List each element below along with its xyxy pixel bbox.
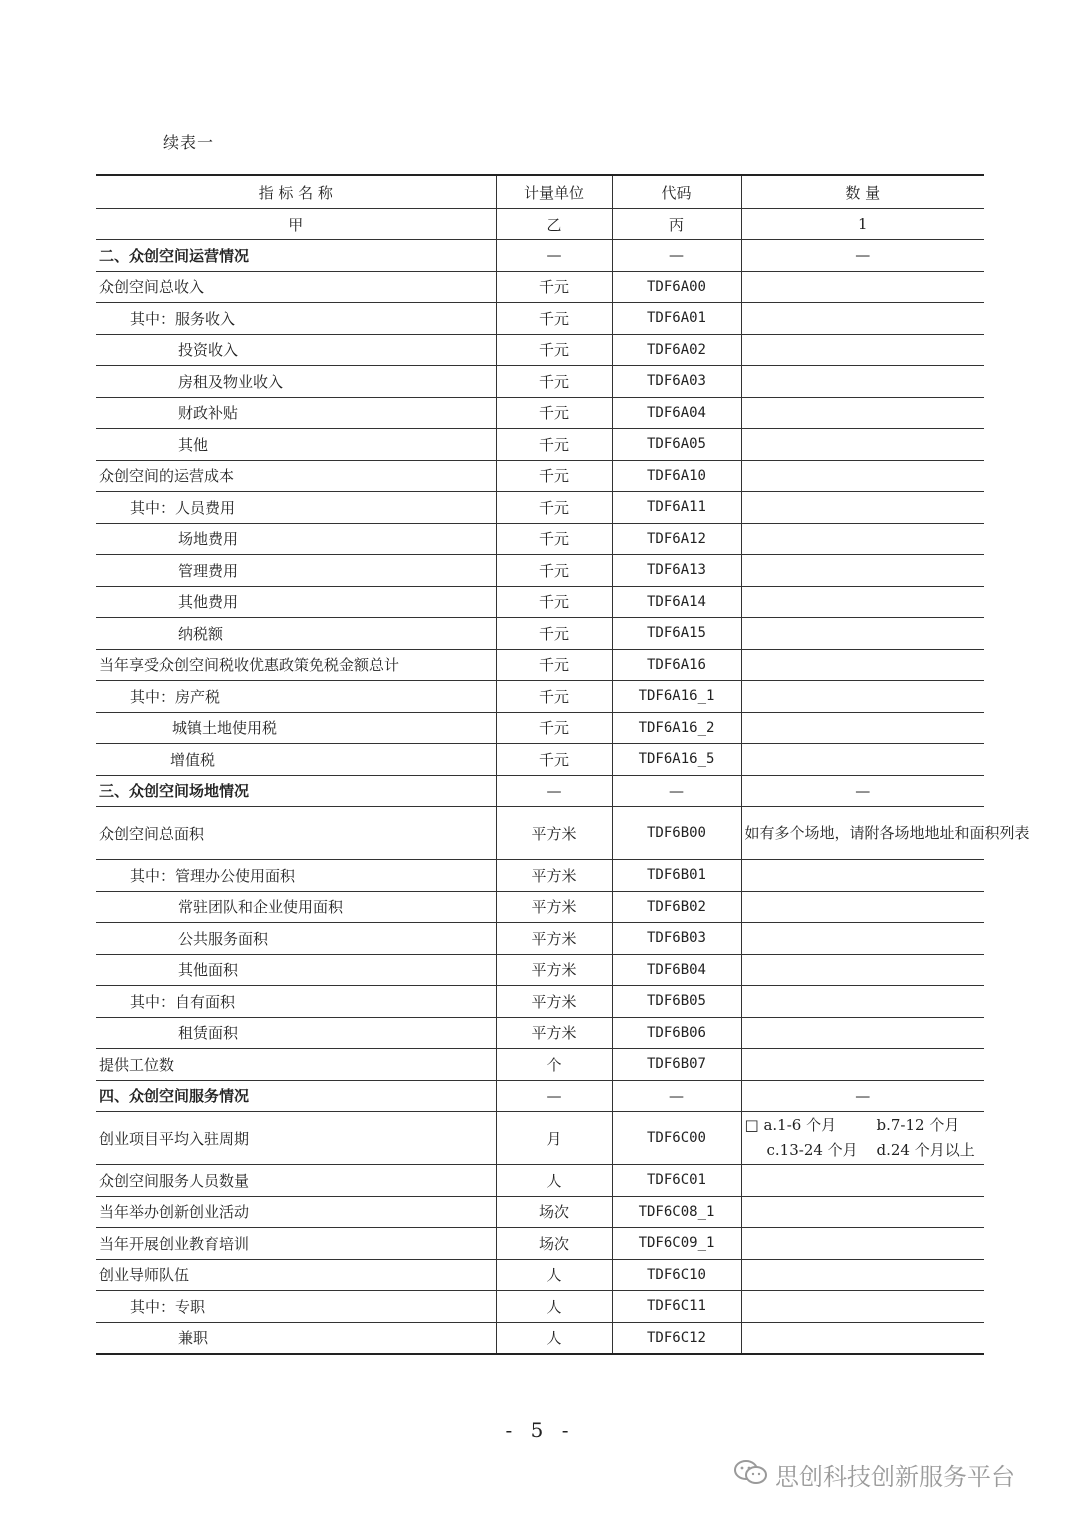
period-option: □ a.1-6 个月 [744, 1116, 837, 1134]
table-row [96, 986, 984, 1018]
table-row [96, 555, 984, 587]
code-cell: — [612, 1080, 741, 1112]
unit-cell: 千元 [496, 618, 612, 650]
indicator-name: 其他 [96, 429, 496, 461]
quantity-cell [741, 460, 984, 492]
unit-cell: 平方米 [496, 923, 612, 955]
code-cell: TDF6C00 [612, 1112, 741, 1165]
code-cell: TDF6B06 [612, 1017, 741, 1049]
table-row [96, 271, 984, 303]
quantity-cell [741, 1165, 984, 1197]
indicator-name: 其中：自有面积 [96, 986, 496, 1018]
quantity-cell [741, 1259, 984, 1291]
table-row [96, 860, 984, 892]
unit-cell: 千元 [496, 334, 612, 366]
table-row [96, 523, 984, 555]
indicator-name: 公共服务面积 [96, 923, 496, 955]
period-option: d.24 个月以上 [876, 1141, 975, 1159]
statistics-table [96, 174, 1030, 1355]
quantity-cell [741, 923, 984, 955]
table-row [96, 744, 984, 776]
indicator-name: 众创空间总面积 [96, 807, 496, 860]
unit-cell: 平方米 [496, 891, 612, 923]
subheader-jia: 甲 [96, 209, 496, 240]
indicator-name: 财政补贴 [96, 397, 496, 429]
code-cell: TDF6A03 [612, 366, 741, 398]
code-cell: TDF6A16_1 [612, 681, 741, 713]
quantity-cell [741, 860, 984, 892]
indicator-name: 众创空间服务人员数量 [96, 1165, 496, 1197]
subheader-row [96, 209, 984, 240]
quantity-cell [741, 271, 984, 303]
header-unit: 计量单位 [496, 175, 612, 209]
period-option: c.13-24 个月 [766, 1141, 858, 1159]
indicator-name: 四、众创空间服务情况 [96, 1080, 496, 1112]
code-cell: TDF6C08_1 [612, 1196, 741, 1228]
code-cell: TDF6A16 [612, 649, 741, 681]
indicator-name: 其中：人员费用 [96, 492, 496, 524]
code-cell: TDF6B07 [612, 1049, 741, 1081]
table-row [96, 303, 984, 335]
quantity-cell [741, 1228, 984, 1260]
quantity-cell [741, 366, 984, 398]
table-row [96, 1291, 984, 1323]
page-number: - 5 - [505, 1418, 575, 1442]
table-row [96, 1259, 984, 1291]
unit-cell: 人 [496, 1322, 612, 1354]
table-row [96, 681, 984, 713]
code-cell: TDF6A10 [612, 460, 741, 492]
unit-cell: 平方米 [496, 807, 612, 860]
quantity-cell [741, 1196, 984, 1228]
table-row [96, 923, 984, 955]
code-cell: TDF6B00 [612, 807, 741, 860]
unit-cell: 人 [496, 1165, 612, 1197]
unit-cell: 千元 [496, 649, 612, 681]
unit-cell: 千元 [496, 366, 612, 398]
table-row [96, 807, 984, 860]
table-row [96, 891, 984, 923]
unit-cell: 人 [496, 1259, 612, 1291]
unit-cell: 千元 [496, 586, 612, 618]
code-cell: TDF6C09_1 [612, 1228, 741, 1260]
quantity-cell [741, 1322, 984, 1354]
indicator-name: 当年举办创新创业活动 [96, 1196, 496, 1228]
unit-cell: 千元 [496, 681, 612, 713]
indicator-name: 其他费用 [96, 586, 496, 618]
indicator-name: 场地费用 [96, 523, 496, 555]
indicator-name: 三、众创空间场地情况 [96, 775, 496, 807]
unit-cell: 场次 [496, 1196, 612, 1228]
indicator-name: 创业项目平均入驻周期 [96, 1112, 496, 1165]
unit-cell: 场次 [496, 1228, 612, 1260]
quantity-cell [741, 492, 984, 524]
table-row [96, 1049, 984, 1081]
quantity-cell [741, 986, 984, 1018]
code-cell: TDF6A04 [612, 397, 741, 429]
unit-cell: 千元 [496, 429, 612, 461]
subheader-bing: 丙 [612, 209, 741, 240]
unit-cell: 千元 [496, 492, 612, 524]
code-cell: TDF6A14 [612, 586, 741, 618]
indicator-name: 其中：服务收入 [96, 303, 496, 335]
quantity-cell [741, 429, 984, 461]
code-cell: — [612, 775, 741, 807]
table-row [96, 1112, 984, 1165]
code-cell: TDF6A16_2 [612, 712, 741, 744]
table-row [96, 397, 984, 429]
code-cell: TDF6C12 [612, 1322, 741, 1354]
unit-cell: — [496, 240, 612, 272]
unit-cell: 平方米 [496, 986, 612, 1018]
indicator-name: 提供工位数 [96, 1049, 496, 1081]
unit-cell: 平方米 [496, 954, 612, 986]
indicator-name: 常驻团队和企业使用面积 [96, 891, 496, 923]
table-row [96, 1228, 984, 1260]
indicator-name: 租赁面积 [96, 1017, 496, 1049]
quantity-cell [741, 1017, 984, 1049]
header-row [96, 175, 984, 209]
table-row [96, 586, 984, 618]
unit-cell: — [496, 1080, 612, 1112]
code-cell: TDF6B01 [612, 860, 741, 892]
quantity-cell [741, 586, 984, 618]
code-cell: TDF6B03 [612, 923, 741, 955]
indicator-name: 其中：管理办公使用面积 [96, 860, 496, 892]
code-cell: TDF6A02 [612, 334, 741, 366]
code-cell: TDF6B04 [612, 954, 741, 986]
indicator-name: 城镇土地使用税 [96, 712, 496, 744]
indicator-name: 众创空间总收入 [96, 271, 496, 303]
unit-cell: — [496, 775, 612, 807]
table-row [96, 429, 984, 461]
unit-cell: 千元 [496, 460, 612, 492]
quantity-cell: 如有多个场地，请附各场地地址和面积列表 [741, 807, 984, 860]
code-cell: TDF6A12 [612, 523, 741, 555]
unit-cell: 月 [496, 1112, 612, 1165]
unit-cell: 平方米 [496, 860, 612, 892]
unit-cell: 千元 [496, 271, 612, 303]
code-cell: TDF6C11 [612, 1291, 741, 1323]
code-cell: TDF6B02 [612, 891, 741, 923]
code-cell: TDF6A00 [612, 271, 741, 303]
quantity-cell [741, 1112, 984, 1165]
indicator-name: 众创空间的运营成本 [96, 460, 496, 492]
code-cell: TDF6A13 [612, 555, 741, 587]
wechat-icon [733, 1458, 769, 1492]
indicator-name: 纳税额 [96, 618, 496, 650]
table-row [96, 1322, 984, 1354]
quantity-cell [741, 744, 984, 776]
indicator-name: 其中：房产税 [96, 681, 496, 713]
table-body [96, 240, 1030, 1355]
quantity-cell [741, 1291, 984, 1323]
watermark-text: 思创科技创新服务平台 [775, 1463, 1015, 1491]
header-indicator-name: 指 标 名 称 [96, 175, 496, 209]
quantity-cell: — [741, 240, 984, 272]
code-cell: — [612, 240, 741, 272]
code-cell: TDF6A16_5 [612, 744, 741, 776]
unit-cell: 个 [496, 1049, 612, 1081]
table-row [96, 712, 984, 744]
quantity-cell [741, 555, 984, 587]
table-row [96, 618, 984, 650]
quantity-cell [741, 712, 984, 744]
quantity-cell [741, 1049, 984, 1081]
table-row [96, 954, 984, 986]
quantity-cell [741, 891, 984, 923]
quantity-cell [741, 649, 984, 681]
code-cell: TDF6C10 [612, 1259, 741, 1291]
unit-cell: 人 [496, 1291, 612, 1323]
code-cell: TDF6A11 [612, 492, 741, 524]
quantity-cell [741, 397, 984, 429]
code-cell: TDF6C01 [612, 1165, 741, 1197]
quantity-cell [741, 618, 984, 650]
table-row [96, 1017, 984, 1049]
code-cell: TDF6A01 [612, 303, 741, 335]
indicator-name: 二、众创空间运营情况 [96, 240, 496, 272]
quantity-cell [741, 954, 984, 986]
quantity-cell: — [741, 1080, 984, 1112]
unit-cell: 平方米 [496, 1017, 612, 1049]
table-row [96, 1165, 984, 1197]
unit-cell: 千元 [496, 555, 612, 587]
indicator-name: 房租及物业收入 [96, 366, 496, 398]
quantity-cell [741, 523, 984, 555]
table-caption: 续表一 [163, 133, 215, 152]
table-row [96, 492, 984, 524]
unit-cell: 千元 [496, 712, 612, 744]
header-code: 代码 [612, 175, 741, 209]
indicator-name: 创业导师队伍 [96, 1259, 496, 1291]
table-row [96, 460, 984, 492]
code-cell: TDF6A05 [612, 429, 741, 461]
period-option: b.7-12 个月 [876, 1116, 960, 1134]
table-row [96, 334, 984, 366]
code-cell: TDF6A15 [612, 618, 741, 650]
indicator-name: 增值税 [96, 744, 496, 776]
quantity-cell [741, 681, 984, 713]
table-row [96, 649, 984, 681]
section-row [96, 1080, 984, 1112]
indicator-name: 当年享受众创空间税收优惠政策免税金额总计 [96, 649, 496, 681]
table-row [96, 1196, 984, 1228]
unit-cell: 千元 [496, 303, 612, 335]
unit-cell: 千元 [496, 523, 612, 555]
watermark [733, 1457, 1015, 1492]
section-row [96, 240, 984, 272]
indicator-name: 兼职 [96, 1322, 496, 1354]
subheader-yi: 乙 [496, 209, 612, 240]
quantity-cell: — [741, 775, 984, 807]
quantity-cell [741, 334, 984, 366]
header-quantity: 数 量 [741, 175, 984, 209]
indicator-name: 投资收入 [96, 334, 496, 366]
unit-cell: 千元 [496, 744, 612, 776]
quantity-cell [741, 303, 984, 335]
section-row [96, 775, 984, 807]
subheader-col1: 1 [741, 209, 984, 240]
indicator-name: 其中：专职 [96, 1291, 496, 1323]
code-cell: TDF6B05 [612, 986, 741, 1018]
indicator-name: 当年开展创业教育培训 [96, 1228, 496, 1260]
table-row [96, 366, 984, 398]
indicator-name: 其他面积 [96, 954, 496, 986]
indicator-name: 管理费用 [96, 555, 496, 587]
unit-cell: 千元 [496, 397, 612, 429]
